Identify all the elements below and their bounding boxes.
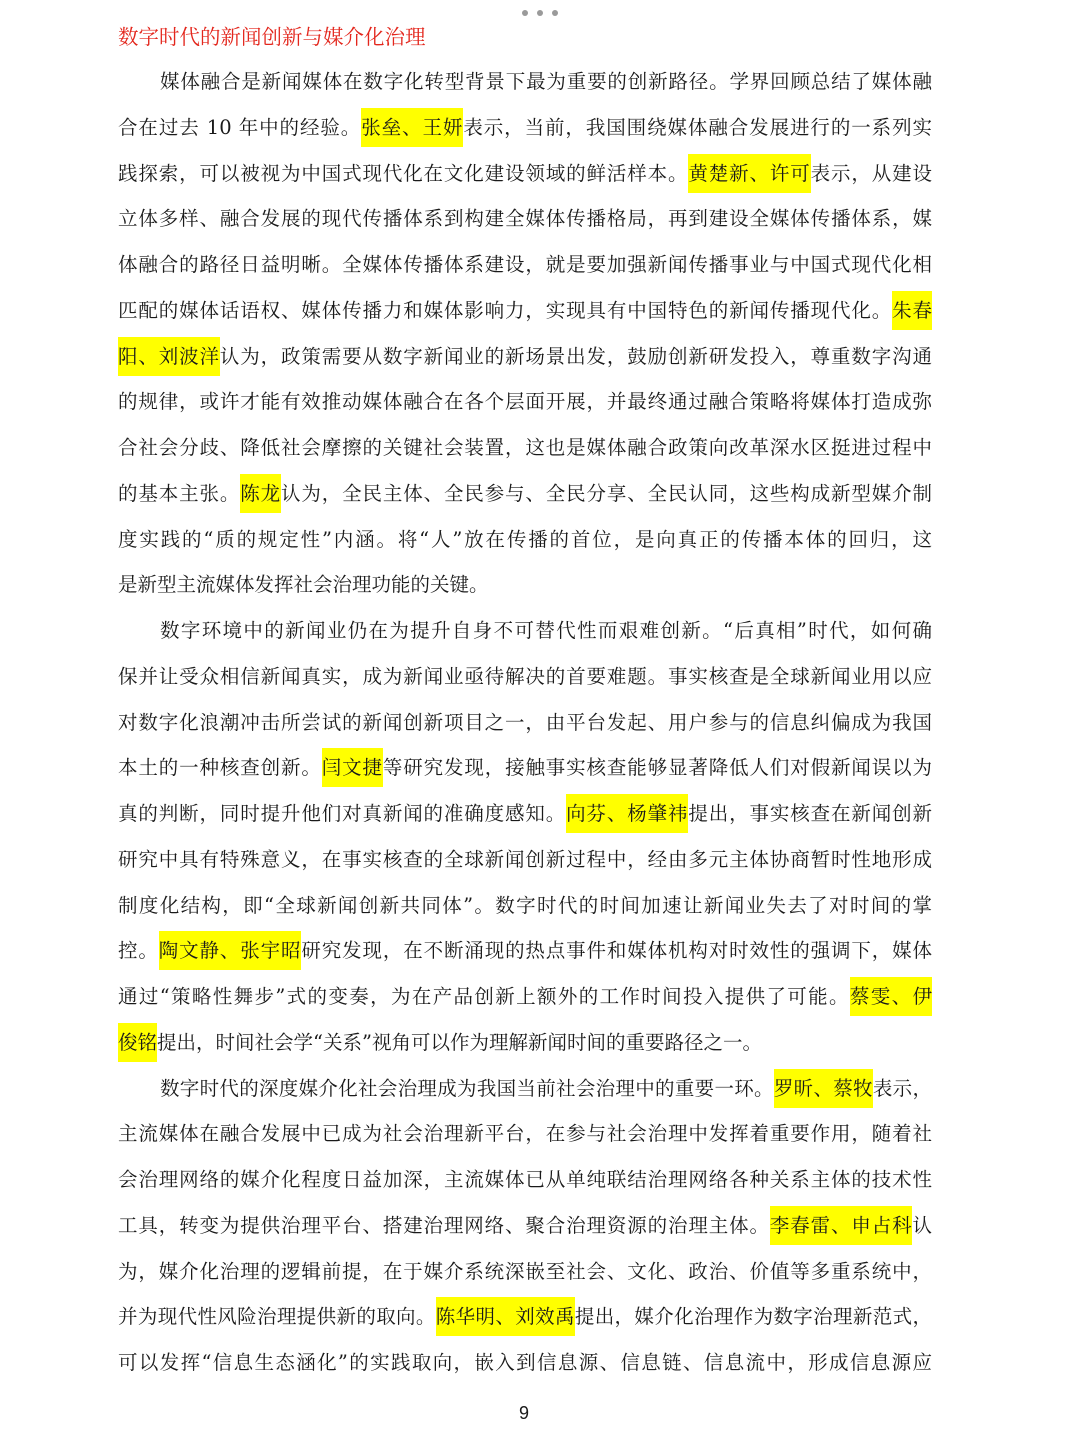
highlighted-author: 朱春 xyxy=(892,291,932,330)
menu-dot xyxy=(522,10,528,16)
highlighted-author: 闫文捷 xyxy=(322,748,383,787)
text-run: 认为，全民主体、全民参与、全民分享、全民认同，这些构成新型媒介制 xyxy=(280,481,932,505)
text-run: 控。 xyxy=(118,939,159,963)
body-line xyxy=(118,1294,932,1340)
text-run: 立体多样、融合发展的现代传播体系到构建全媒体传播格局，再到建设全媒体传播体系，媒 xyxy=(118,207,932,231)
body-line xyxy=(118,1249,932,1295)
text-run: 并为现代性风险治理提供新的取向。 xyxy=(118,1305,436,1329)
text-run: 主流媒体在融合发展中已成为社会治理新平台，在参与社会治理中发挥着重要作用，随着社 xyxy=(118,1122,932,1146)
text-run: 数字时代的深度媒介化社会治理成为我国当前社会治理中的重要一环。 xyxy=(160,1076,774,1100)
body-line xyxy=(118,974,932,1020)
body-line xyxy=(118,562,932,608)
menu-dot xyxy=(537,10,543,16)
highlighted-author: 陈龙 xyxy=(240,474,281,513)
text-run: 为，媒介化治理的逻辑前提，在于媒介系统深嵌至社会、文化、政治、价值等多重系统中， xyxy=(118,1259,932,1283)
body-line xyxy=(118,608,932,654)
text-run: 数字环境中的新闻业仍在为提升自身不可替代性而艰难创新。“后真相”时代，如何确 xyxy=(160,619,932,642)
paragraph xyxy=(118,59,932,608)
highlighted-author: 蔡雯、伊 xyxy=(850,977,932,1016)
body-line xyxy=(118,837,932,883)
text-run: 认为，政策需要从数字新闻业的新场景出发，鼓励创新研发投入，尊重数字沟通 xyxy=(219,344,932,368)
text-run: 的规律，或许才能有效推动媒体融合在各个层面开展，并最终通过融合策略将媒体打造成弥 xyxy=(118,390,932,414)
highlighted-author: 黄楚新、许可 xyxy=(688,154,810,193)
text-run: 通过“策略性舞步”式的变奏，为在产品创新上额外的工作时间投入提供了可能。 xyxy=(118,985,850,1008)
body-line xyxy=(118,1020,932,1066)
text-run: 提出，事实核查在新闻创新 xyxy=(688,802,932,825)
text-run: 制度化结构，即“全球新闻创新共同体”。数字时代的时间加速让新闻业失去了对时间的掌 xyxy=(118,893,932,917)
text-run: 提出，媒介化治理作为数字治理新范式， xyxy=(574,1305,932,1329)
page-number: 9 xyxy=(518,1403,529,1423)
text-run: 研究中具有特殊意义，在事实核查的全球新闻创新过程中，经由多元主体协商暂时性地形成 xyxy=(118,847,932,871)
text-run: 的基本主张。 xyxy=(118,481,241,505)
body-line xyxy=(118,59,932,105)
text-run: 真的判断，同时提升他们对真新闻的准确度感知。 xyxy=(118,802,567,825)
body-line xyxy=(118,928,932,974)
body-line xyxy=(118,1340,932,1386)
highlighted-author: 向芬、杨肇祎 xyxy=(566,794,688,833)
text-run: 研究发现，在不断涌现的热点事件和媒体机构对时效性的强调下，媒体 xyxy=(301,939,932,963)
highlighted-author: 陶文静、张宇昭 xyxy=(159,931,302,970)
body-line xyxy=(118,1066,932,1112)
body-line xyxy=(118,471,932,517)
text-run: 体融合的路径日益明晰。全媒体传播体系建设，就是要加强新闻传播事业与中国式现代化相 xyxy=(118,253,932,276)
text-run: 会治理网络的媒介化程度日益加深，主流媒体已从单纯联结治理网络各种关系主体的技术性 xyxy=(118,1168,932,1191)
body-line xyxy=(118,105,932,151)
highlighted-author: 张垒、王妍 xyxy=(361,108,463,147)
text-run: 媒体融合是新闻媒体在数字化转型背景下最为重要的创新路径。学界回顾总结了媒体融 xyxy=(160,70,932,93)
paragraph xyxy=(118,1066,932,1386)
text-run: 是新型主流媒体发挥社会治理功能的关键。 xyxy=(118,573,489,597)
body-line xyxy=(118,745,932,791)
text-run: 匹配的媒体话语权、媒体传播力和媒体影响力，实现具有中国特色的新闻传播现代化。 xyxy=(118,298,893,322)
body-line xyxy=(118,1157,932,1203)
text-run: 本土的一种核查创新。 xyxy=(118,756,322,780)
text-run: 表示，当前，我国围绕媒体融合发展进行的一系列实 xyxy=(463,115,932,139)
body-line xyxy=(118,151,932,197)
body-line xyxy=(118,883,932,929)
body-line xyxy=(118,379,932,425)
text-run: 等研究发现，接触事实核查能够显著降低人们对假新闻误以为 xyxy=(382,756,932,780)
body-line xyxy=(118,791,932,837)
paragraph xyxy=(118,608,932,1066)
text-run: 对数字化浪潮冲击所尝试的新闻创新项目之一，由平台发起、用户参与的信息纠偏成为我国 xyxy=(118,710,932,734)
text-run: 践探索，可以被视为中国式现代化在文化建设领域的鲜活样本。 xyxy=(118,161,689,185)
highlighted-author: 阳、刘波洋 xyxy=(118,337,220,376)
body-line xyxy=(118,1203,932,1249)
text-run: 认 xyxy=(912,1213,932,1237)
body-line xyxy=(118,242,932,288)
body-line xyxy=(118,1111,932,1157)
text-run: 工具，转变为提供治理平台、搭建治理网络、聚合治理资源的治理主体。 xyxy=(118,1213,770,1237)
highlighted-author: 陈华明、刘效禹 xyxy=(436,1297,575,1336)
body-line xyxy=(118,700,932,746)
body-line xyxy=(118,425,932,471)
text-run: 提出，时间社会学“关系”视角可以作为理解新闻时间的重要路径之一。 xyxy=(157,1030,762,1054)
text-run: 可以发挥“信息生态涵化”的实践取向，嵌入到信息源、信息链、信息流中，形成信息源应 xyxy=(118,1351,932,1374)
highlighted-author: 罗昕、蔡牧 xyxy=(774,1069,873,1108)
document-title: 数字时代的新闻创新与媒介化治理 xyxy=(118,25,426,49)
text-run: 保并让受众相信新闻真实，成为新闻业亟待解决的首要难题。事实核查是全球新闻业用以应 xyxy=(118,664,932,688)
highlighted-author: 俊铭 xyxy=(118,1023,157,1062)
text-run: 合社会分歧、降低社会摩擦的关键社会装置，这也是媒体融合政策向改革深水区挺进过程中 xyxy=(118,436,932,459)
body-line xyxy=(118,288,932,334)
highlighted-author: 李春雷、申占科 xyxy=(770,1206,913,1245)
text-run: 表示，从建设 xyxy=(810,161,932,185)
body-line xyxy=(118,196,932,242)
menu-dot xyxy=(552,10,558,16)
text-run: 度实践的“质的规定性”内涵。将“人”放在传播的首位，是向真正的传播本体的回归，这 xyxy=(118,527,932,551)
text-run: 表示， xyxy=(872,1076,932,1100)
body-line xyxy=(118,334,932,380)
more-options-icon[interactable] xyxy=(522,9,558,17)
document-body xyxy=(118,59,932,1386)
body-line xyxy=(118,517,932,563)
body-line xyxy=(118,654,932,700)
text-run: 合在过去 10 年中的经验。 xyxy=(118,115,362,139)
